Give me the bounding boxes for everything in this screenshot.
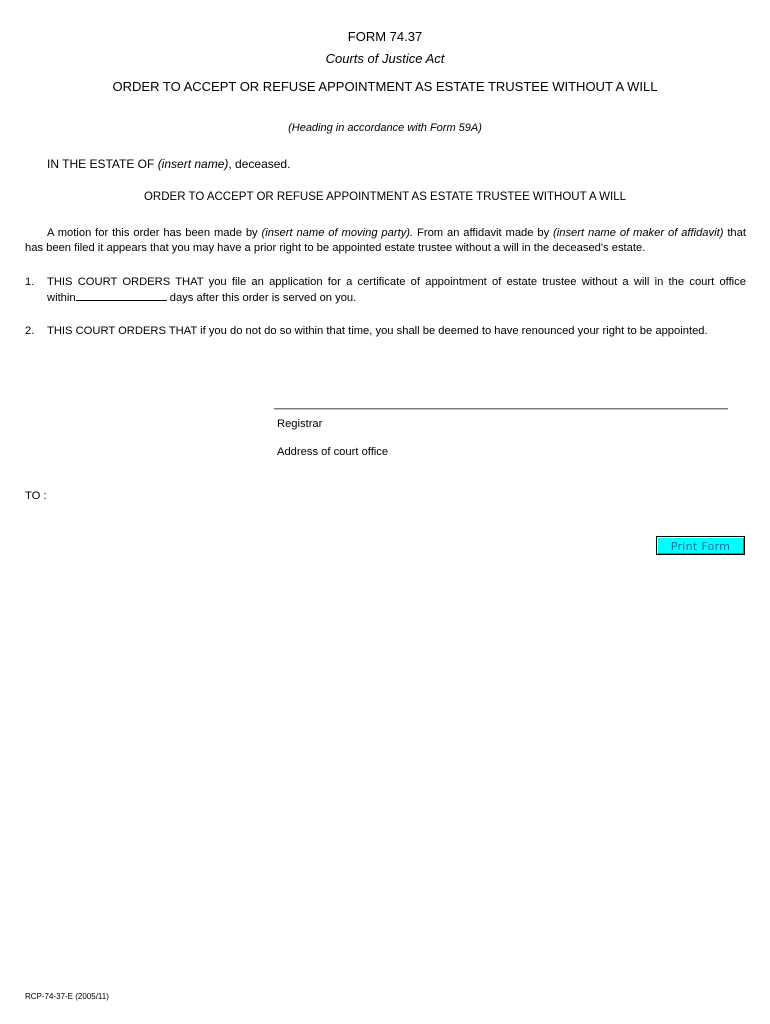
estate-name-placeholder: (insert name) — [157, 157, 229, 171]
print-form-button[interactable]: Print Form — [656, 536, 745, 555]
order-item-1-line-1: THIS COURT ORDERS THAT you file an application for a certificate of appointment of estate trustee without a will in the court office — [47, 276, 746, 288]
estate-prefix: IN THE ESTATE OF — [47, 157, 158, 171]
order-item-1 — [25, 275, 746, 305]
motion-paragraph — [25, 226, 746, 255]
to-label: TO : — [25, 490, 47, 502]
order-title: ORDER TO ACCEPT OR REFUSE APPOINTMENT AS ESTATE TRUSTEE WITHOUT A WILL — [143, 191, 627, 203]
form-number: FORM 74.37 — [347, 29, 423, 44]
within-label: within — [47, 291, 76, 304]
estate-line — [47, 157, 290, 171]
signature-line — [274, 408, 728, 410]
order-item-number: 1. — [25, 276, 35, 288]
motion-text-3: that has been filed it appears that you may have a prior right to be appointed estate trustee without a will in the deceased's estate. — [25, 227, 746, 254]
act-name: Courts of Justice Act — [325, 51, 445, 66]
court-address-label: Address of court office — [277, 446, 389, 458]
heading-note: (Heading in accordance with Form 59A) — [288, 122, 482, 134]
motion-text-2: From an affidavit made by — [413, 227, 554, 239]
moving-party-placeholder: (insert name of moving party). — [261, 227, 414, 239]
motion-text-1: A motion for this order has been made by — [47, 227, 262, 239]
order-item-number: 2. — [25, 325, 35, 337]
order-item-2 — [25, 324, 746, 340]
days-suffix: days after this order is served on you. — [166, 291, 357, 304]
days-blank-field[interactable] — [76, 290, 167, 301]
affiant-placeholder: (insert name of maker of affidavit) — [553, 227, 724, 239]
estate-suffix: , deceased. — [228, 157, 291, 171]
order-item-1-line-2 — [47, 290, 746, 306]
form-footer-code: RCP-74-37-E (2005/11) — [25, 992, 109, 1001]
order-item-2-text: THIS COURT ORDERS THAT if you do not do so within that time, you shall be deemed to have renounced your right to be appointed. — [47, 325, 708, 337]
form-title: ORDER TO ACCEPT OR REFUSE APPOINTMENT AS ESTATE TRUSTEE WITHOUT A WILL — [112, 79, 658, 94]
registrar-label: Registrar — [277, 418, 323, 430]
